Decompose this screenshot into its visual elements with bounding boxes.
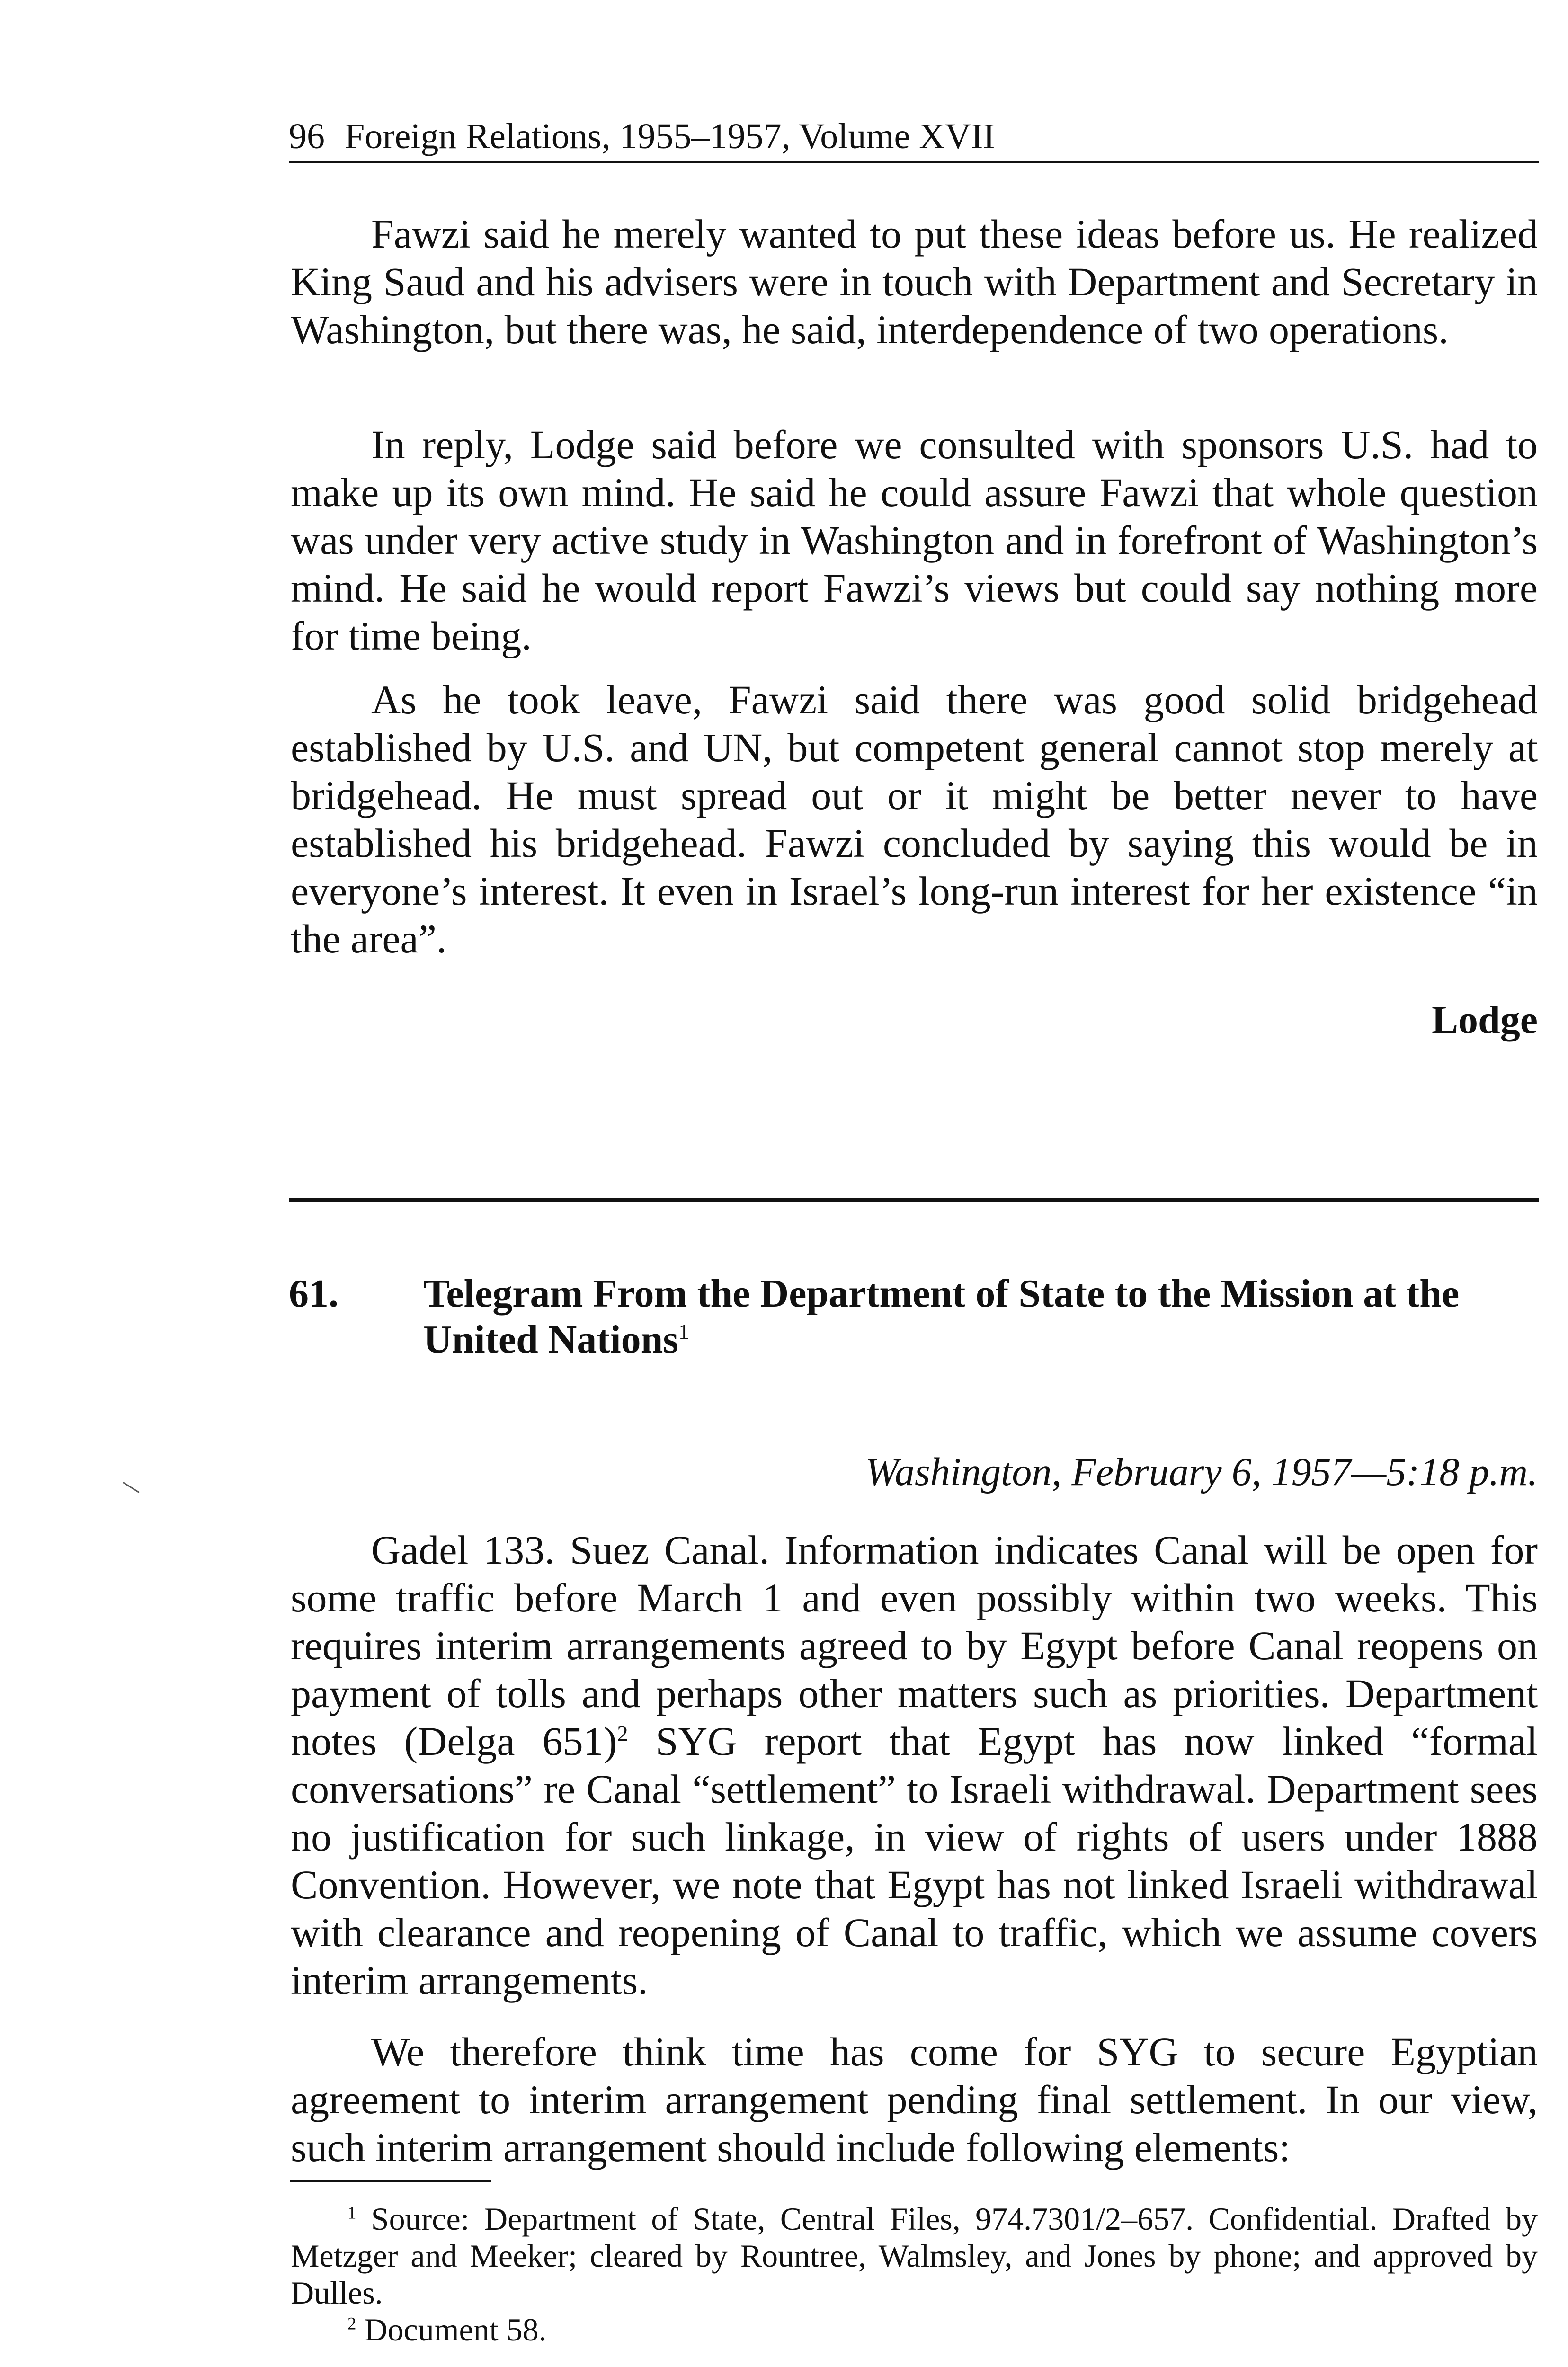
paragraph-text bbox=[291, 1526, 1538, 2004]
running-head bbox=[289, 113, 1539, 160]
footnotes bbox=[291, 2200, 1538, 2348]
stray-pen-mark bbox=[123, 1482, 140, 1493]
running-head-rule bbox=[289, 161, 1539, 163]
paragraph-fawzi-ideas bbox=[291, 210, 1538, 354]
paragraph-lodge-reply bbox=[291, 421, 1538, 660]
section-divider bbox=[289, 1198, 1539, 1202]
footnote-text: Document 58. bbox=[356, 2312, 547, 2348]
running-head-title: Foreign Relations, 1955–1957, Volume XVII bbox=[345, 116, 995, 156]
document-title-block bbox=[423, 1271, 1522, 1362]
paragraph-bridgehead bbox=[291, 676, 1538, 963]
page-number: 96 bbox=[289, 116, 325, 156]
footnote-2 bbox=[291, 2311, 1538, 2348]
footnote-marker: 2 bbox=[347, 2314, 356, 2333]
signature-lodge: Lodge bbox=[1431, 998, 1538, 1042]
footnote-text: Source: Department of State, Central Files, 974.7301/2–657. Confidential. Drafted by Metzger and Meeker; cleared by Rountree, Walmsley, and Jones by phone; and approved by Dulles. bbox=[291, 2201, 1538, 2311]
paragraph-gadel-133 bbox=[291, 1526, 1538, 2004]
paragraph-text: In reply, Lodge said before we consulted with sponsors U.S. had to make up its own mind. He said he could assure Fawzi that whole question was under very active study in Washington and in forefront of Washington’s mind. He said he would report Fawzi’s views but could say nothing more for time being. bbox=[291, 422, 1538, 658]
paragraph-text-part: SYG report that Egypt has now linked “formal conversations” re Canal “settlement” to Israeli withdrawal. Department sees no justification for such linkage, in view of rights of users under 1888 Convention. However, we note that Egypt has not linked Israeli withdrawal with clearance and reopening of Canal to traffic, which we assume covers interim arrangements. bbox=[291, 1718, 1538, 2003]
footnote-marker: 1 bbox=[347, 2203, 356, 2223]
dateline: Washington, February 6, 1957—5:18 p.m. bbox=[865, 1450, 1538, 1494]
paragraph-text: Fawzi said he merely wanted to put these ideas before us. He realized King Saud and his advisers were in touch with Department and Secretary in Washington, but there was, he said, interdependence of two operations. bbox=[291, 211, 1538, 352]
paragraph-text-part: Gadel 133. Suez Canal. Information indicates Canal will be open for some traffic before March 1 and even possibly within two weeks. This requires interim arrangements agreed to by Egypt before Canal reopens on payment of tolls and perhaps other matters such as priorities. Department notes (Delga 651) bbox=[291, 1527, 1538, 1764]
document-number: 61. bbox=[289, 1272, 339, 1316]
paragraph-interim-arrangement bbox=[291, 2028, 1538, 2171]
document-title: Telegram From the Department of State to the Mission at the United Nations bbox=[423, 1272, 1460, 1361]
paragraph-text: As he took leave, Fawzi said there was good solid bridgehead established by U.S. and UN, but competent general cannot stop merely at bridgehead. He must spread out or it might be better never to have established his bridgehead. Fawzi concluded by saying this would be in everyone’s interest. It even in Israel’s long-run interest for her existence “in the area”. bbox=[291, 677, 1538, 961]
paragraph-text: We therefore think time has come for SYG to secure Egyptian agreement to interim arrangement pending final settlement. In our view, such interim arrangement should include following elements: bbox=[291, 2029, 1538, 2170]
footnote-rule bbox=[290, 2180, 491, 2182]
footnote-ref-2: 2 bbox=[617, 1722, 628, 1746]
footnote-1 bbox=[291, 2200, 1538, 2311]
footnote-ref-1: 1 bbox=[678, 1320, 689, 1344]
